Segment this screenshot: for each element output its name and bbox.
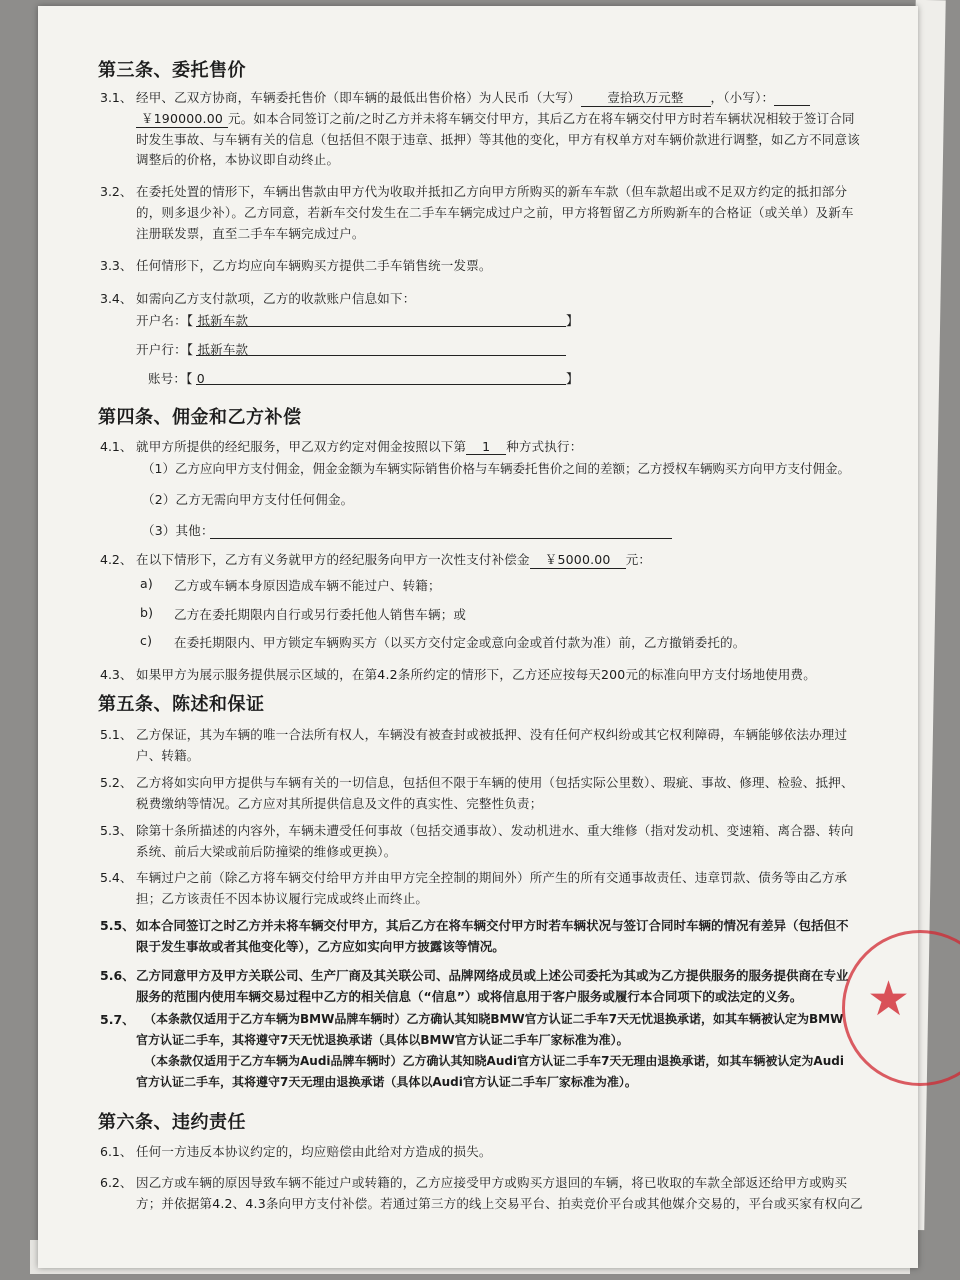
page-content bbox=[38, 6, 918, 1268]
item-text: 乙方在委托期限内自行或另行委托他人销售车辆；或 bbox=[174, 607, 467, 622]
item-label: a) bbox=[140, 576, 153, 591]
clause-text: 如本合同签订之时乙方并未将车辆交付甲方，其后乙方在将车辆交付甲方时若车辆状况与签订合同时车辆的情况有差异（包括但不 bbox=[136, 918, 849, 933]
clause-text: 经甲、乙双方协商，车辆委托售价（即车辆的最低出售价格）为人民币（大写） bbox=[136, 90, 581, 105]
clause-text: 限于发生事故或者其他变化等），乙方应如实向甲方披露该等情况。 bbox=[136, 939, 505, 954]
clause-4-1-line bbox=[136, 437, 582, 455]
clause-number: 6.2、 bbox=[100, 1175, 133, 1190]
clause-text: 在委托处置的情形下，车辆出售款由甲方代为收取并抵扣乙方向甲方所购买的新车车款（但车款超出或不足双方约定的抵扣部分 bbox=[136, 184, 848, 199]
account-name-label: 开户名：【 bbox=[136, 313, 194, 328]
item-text: 乙方或车辆本身原因造成车辆不能过户、转籍； bbox=[174, 578, 441, 593]
clause-number: 5.1、 bbox=[100, 727, 133, 742]
clause-number: 5.7、 bbox=[100, 1012, 135, 1027]
clause-text: 乙方保证，其为车辆的唯一合法所有权人，车辆没有被查封或被抵押、没有任何产权纠纷或其它权利障碍，车辆能够依法办理过 bbox=[136, 727, 848, 742]
section-3-title: 第三条、委托售价 bbox=[98, 60, 246, 81]
clause-text: 如果甲方为展示服务提供展示区域的，在第4.2条所约定的情形下，乙方还应按每天200元的标准向甲方支付场地使用费。 bbox=[136, 667, 816, 682]
clause-text: 就甲方所提供的经纪服务，甲乙双方约定对佣金按照以下第 bbox=[136, 439, 467, 454]
clause-number: 5.2、 bbox=[100, 775, 133, 790]
account-bank-value: 抵新车款 bbox=[197, 342, 249, 357]
clause-number: 3.4、 bbox=[100, 291, 133, 306]
clause-text: 服务的范围内使用车辆交易过程中乙方的相关信息（“信息”）或将信息用于客户服务或履行本合同项下的或法定的义务。 bbox=[136, 989, 803, 1004]
account-number-label: 账号：【 bbox=[148, 371, 193, 386]
commission-option: 1 bbox=[466, 439, 506, 455]
clause-text: 注册联发票，直至二手车车辆完成过户。 bbox=[136, 226, 365, 241]
clause-text: 在以下情形下，乙方有义务就甲方的经纪服务向甲方一次性支付补偿金 bbox=[136, 552, 530, 567]
account-name-value: 抵新车款 bbox=[197, 313, 249, 328]
item-label: c) bbox=[140, 633, 153, 648]
clause-number: 4.3、 bbox=[100, 667, 133, 682]
clause-text: 官方认证二手车，其将遵守7天无理由退换承诺（具体以Audi官方认证二手车厂家标准为准）。 bbox=[136, 1075, 637, 1089]
compensation-amount: ￥5000.00 bbox=[530, 550, 626, 569]
section-5-title: 第五条、陈述和保证 bbox=[98, 694, 265, 715]
item-label: b) bbox=[140, 605, 154, 620]
clause-text: 调整后的价格，本协议即自动终止。 bbox=[136, 152, 340, 167]
clause-text: 税费缴纳等情况。乙方应对其所提供信息及文件的真实性、完整性负责； bbox=[136, 796, 543, 811]
price-in-words: 壹拾玖万元整 bbox=[581, 88, 711, 107]
clause-number: 5.3、 bbox=[100, 823, 133, 838]
clause-text: 元： bbox=[625, 552, 652, 567]
clause-text: 的，则多退少补）。乙方同意，若新车交付发生在二手车车辆完成过户之前，甲方将暂留乙方所购新车的合格证（或关单）及新车 bbox=[136, 205, 854, 220]
clause-number: 5.5、 bbox=[100, 918, 135, 933]
clause-text: 除第十条所描述的内容外，车辆未遭受任何事故（包括交通事故）、发动机进水、重大维修（指对发动机、变速箱、离合器、转向 bbox=[136, 823, 854, 838]
bracket: 】 bbox=[566, 371, 579, 386]
option-1: （1）乙方应向甲方支付佣金，佣金金额为车辆实际销售价格与车辆委托售价之间的差额；乙方授权车辆购买方向甲方支付佣金。 bbox=[142, 461, 850, 476]
account-bank-underline bbox=[196, 355, 566, 356]
clause-text: 乙方将如实向甲方提供与车辆有关的一切信息，包括但不限于车辆的使用（包括实际公里数）、瑕疵、事故、修理、检验、抵押、 bbox=[136, 775, 854, 790]
clause-text: 元。如本合同签订之前/之时乙方并未将车辆交付甲方，其后乙方在将车辆交付甲方时若车辆状况相较于签订合同 bbox=[228, 111, 855, 126]
seal-star-icon: ★ bbox=[867, 971, 911, 1027]
account-bank-label: 开户行：【 bbox=[136, 342, 194, 357]
account-name-underline bbox=[196, 326, 566, 327]
clause-number: 6.1、 bbox=[100, 1144, 133, 1159]
option-2: （2）乙方无需向甲方支付任何佣金。 bbox=[142, 492, 354, 507]
clause-text: 任何情形下，乙方均应向车辆购买方提供二手车销售统一发票。 bbox=[136, 258, 492, 273]
clause-text: 任何一方违反本协议约定的，均应赔偿由此给对方造成的损失。 bbox=[136, 1144, 492, 1159]
clause-text: 因乙方或车辆的原因导致车辆不能过户或转籍的，乙方应接受甲方或购买方退回的车辆，将已收取的车款全部返还给甲方或购买 bbox=[136, 1175, 848, 1190]
clause-text: 种方式执行： bbox=[506, 439, 583, 454]
price-in-figures: ￥190000.00 bbox=[136, 109, 228, 128]
clause-3-1-line bbox=[136, 88, 810, 107]
clause-3-1-line bbox=[136, 109, 855, 128]
clause-text: 车辆过户之前（除乙方将车辆交付给甲方并由甲方完全控制的期间外）所产生的所有交通事故责任、违章罚款、债务等由乙方承 bbox=[136, 870, 848, 885]
clause-text: 如需向乙方支付款项，乙方的收款账户信息如下： bbox=[136, 291, 416, 306]
clause-number: 3.1、 bbox=[100, 90, 133, 105]
item-text: 在委托期限内、甲方锁定车辆购买方（以买方交付定金或意向金或首付款为准）前，乙方撤销委托的。 bbox=[174, 635, 746, 650]
clause-number: 5.6、 bbox=[100, 968, 135, 983]
clause-text: 乙方同意甲方及甲方关联公司、生产厂商及其关联公司、品牌网络成员或上述公司委托为其或为乙方提供服务的服务提供商在专业 bbox=[136, 968, 849, 983]
clause-text: （本条款仅适用于乙方车辆为BMW品牌车辆时）乙方确认其知晓BMW官方认证二手车7天无忧退换承诺，如其车辆被认定为BMW bbox=[144, 1012, 844, 1026]
clause-text: 系统、前后大梁或前后防撞梁的维修或更换）。 bbox=[136, 844, 397, 859]
option-3-underline bbox=[210, 538, 672, 539]
clause-text: ，（小写）： bbox=[710, 90, 775, 105]
clause-text: （本条款仅适用于乙方车辆为Audi品牌车辆时）乙方确认其知晓Audi官方认证二手车7天无理由退换承诺，如其车辆被认定为Audi bbox=[144, 1054, 844, 1068]
clause-text: 方；并依据第4.2、4.3条向甲方支付补偿。若通过第三方的线上交易平台、拍卖竞价平台或其他媒介交易的，平台或买家有权向乙 bbox=[136, 1196, 863, 1211]
account-number-underline bbox=[196, 384, 566, 385]
account-number-value: 0 bbox=[196, 371, 205, 386]
clause-text: 官方认证二手车，其将遵守7天无忧退换承诺（具体以BMW官方认证二手车厂家标准为准）。 bbox=[136, 1033, 629, 1047]
clause-4-2-line bbox=[136, 550, 651, 569]
clause-number: 3.3、 bbox=[100, 258, 133, 273]
clause-text: 担；乙方该责任不因本协议履行完成或终止而终止。 bbox=[136, 891, 429, 906]
document-page bbox=[38, 6, 918, 1268]
section-4-title: 第四条、佣金和乙方补偿 bbox=[98, 407, 302, 428]
section-6-title: 第六条、违约责任 bbox=[98, 1112, 246, 1133]
clause-number: 4.2、 bbox=[100, 552, 133, 567]
clause-text: 时发生事故、与车辆有关的信息（包括但不限于违章、抵押）等其他的变化，甲方有权单方对车辆价款进行调整，如乙方不同意该 bbox=[136, 132, 860, 147]
clause-number: 3.2、 bbox=[100, 184, 133, 199]
clause-number: 5.4、 bbox=[100, 870, 133, 885]
blank-underline bbox=[774, 90, 810, 106]
bracket: 】 bbox=[566, 313, 579, 328]
clause-number: 4.1、 bbox=[100, 439, 133, 454]
option-3: （3）其他： bbox=[142, 523, 214, 538]
clause-text: 户、转籍。 bbox=[136, 748, 200, 763]
